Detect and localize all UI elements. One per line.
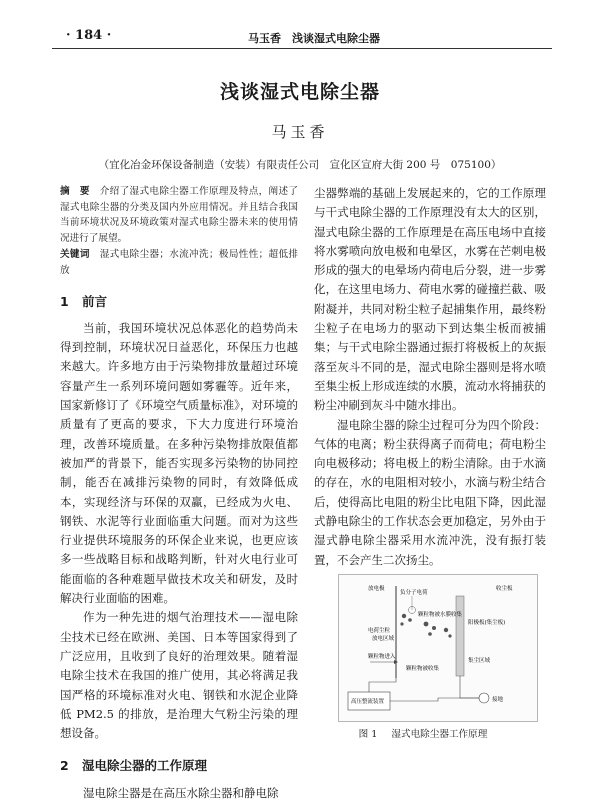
abstract-label: 摘 要 <box>60 186 90 197</box>
section-title: 湿电除尘器的工作原理 <box>82 758 208 774</box>
keywords-text: 湿式电除尘器；水流冲洗；极局性性；超低排放 <box>60 249 299 276</box>
figure-wet-esp-diagram <box>338 574 538 722</box>
section-title: 前言 <box>82 293 108 309</box>
abstract <box>60 184 298 246</box>
label-discharge-electrode: 放电极 <box>368 586 385 592</box>
label-dust-entry: 颗粒物进入 <box>368 654 396 660</box>
paragraph: 湿电除尘器是在高压水除尘器和静电除 <box>83 785 279 800</box>
paragraph: 作为一种先进的烟气治理技术——湿电除尘技术已经在欧洲、美国、日本等国家得到了广泛应用，且收到了良好的治理效果。随着湿电除尘技术在我国的推广使用，其必将满足我国严格的环境标准对火电、钢铁和水泥企业降低 PM2.5 的排放，是治理大气粉尘污染的理想设备。 <box>60 610 298 741</box>
label-water-film: 颗粒物被水膜收集 <box>418 612 463 618</box>
figure-caption-text: 湿式电除尘器工作原理 <box>391 729 488 740</box>
paragraph: 湿电除尘器的除尘过程可分为四个阶段：气体的电离；粉尘获得离子而荷电；荷电粉尘向电极移动；将电极上的粉尘清除。由于水滴的存在，水的电阻相对较小，水滴与粉尘结合后，使得高比电阻的粉尘比电阻下降，因此湿式静电除尘的工作状态会更加稳定，另外由于湿式静电除尘器采用水流冲洗，没有振打装置，不会产生二次扬尘。 <box>314 417 546 567</box>
author-affiliation: （宜化冶金环保设备制造（安装）有限责任公司 宣化区宣府大街 200 号 075100） <box>98 159 502 171</box>
author-name: 马玉香 <box>271 123 329 141</box>
ground-symbol <box>479 693 489 703</box>
figure-caption-number: 图 1 <box>358 729 378 740</box>
label-hv-supply: 高压整流装置 <box>351 699 385 705</box>
label-ground: 接地 <box>492 697 504 703</box>
label-collecting-electrode: 收尘板 <box>496 586 513 592</box>
right-column <box>314 184 546 570</box>
label-charged-dust: 电荷尘粒 <box>368 628 391 634</box>
section-number: 1 <box>60 293 69 309</box>
article-title: 浅谈湿式电除尘器 <box>219 81 380 103</box>
left-column <box>60 184 298 803</box>
section-heading-intro <box>60 292 298 311</box>
label-discharge-area: 放电区域 <box>372 636 395 642</box>
figure-caption <box>314 726 546 740</box>
label-negative-ion: 负分子电荷 <box>400 590 428 596</box>
running-header <box>52 26 552 49</box>
label-collecting-plate: 阳极板(集尘板) <box>468 620 506 626</box>
label-collecting-area: 集尘区域 <box>468 658 491 664</box>
keywords-label: 关键词 <box>60 249 90 261</box>
paragraph: 当前，我国环境状况总体恶化的趋势尚未得到控制，环境状况日益恶化，环保压力也越来越大。许多地方由于污染物排放量超过环境容量产生一系列环境问题如雾霾等。近年来，国家新修订了《环境空气质量标准》，对环境的质量有了更高的要求，下大力度进行环境治理，改善环境质量。在多种污染物排放限值都被加严的背景下，能否实现多污染物的协同控制，能否在减排污染物的同时，有效降低成本，实现经济与环保的双赢，已经成为火电、钢铁、水泥等行业面临重大问题。而对为这些行业提供环境服务的环保企业来说，也更应该多一些战略目标和战略判断，针对火电行业可能面临的各种难题早做技术攻关和研发，及时解决行业面临的困难。 <box>60 320 298 606</box>
page-number: · 184 · <box>66 28 112 43</box>
section-number: 2 <box>60 758 69 774</box>
paragraph: 尘器弊端的基础上发展起来的，它的工作原理与干式电除尘器的工作原理没有太大的区别，湿式电除尘器的工作原理是在高压电场中直接将水雾喷向放电极和电晕区，水雾在芒刺电极形成的强大的电晕场内荷电后分裂，进一步雾化，在这里电场力、荷电水雾的碰撞拦截、吸附凝并，共同对粉尘粒子起捕集作用，最终粉尘粒子在电场力的驱动下到达集尘板而被捕集；与干式电除尘器通过振打将极板上的灰振落至灰斗不同的是，湿式电除尘器则是将水喷至集尘板上形成连续的水膜，流动水将捕获的粉尘冲刷到灰斗中随水排出。 <box>314 186 546 413</box>
label-collected-particles: 颗粒物被收集 <box>406 666 440 672</box>
abstract-text: 介绍了湿式电除尘器工作原理及特点，阐述了湿式电除尘器的分类及国内外应用情况。并且结合我国当前环境状况及环境政策对湿式电除尘器未来的使用情况进行了展望。 <box>60 186 299 244</box>
running-title: 马玉香 浅谈湿式电除尘器 <box>248 32 380 45</box>
section-heading-principle <box>60 756 298 775</box>
collecting-plate-shape <box>456 596 464 676</box>
keywords <box>60 247 298 278</box>
